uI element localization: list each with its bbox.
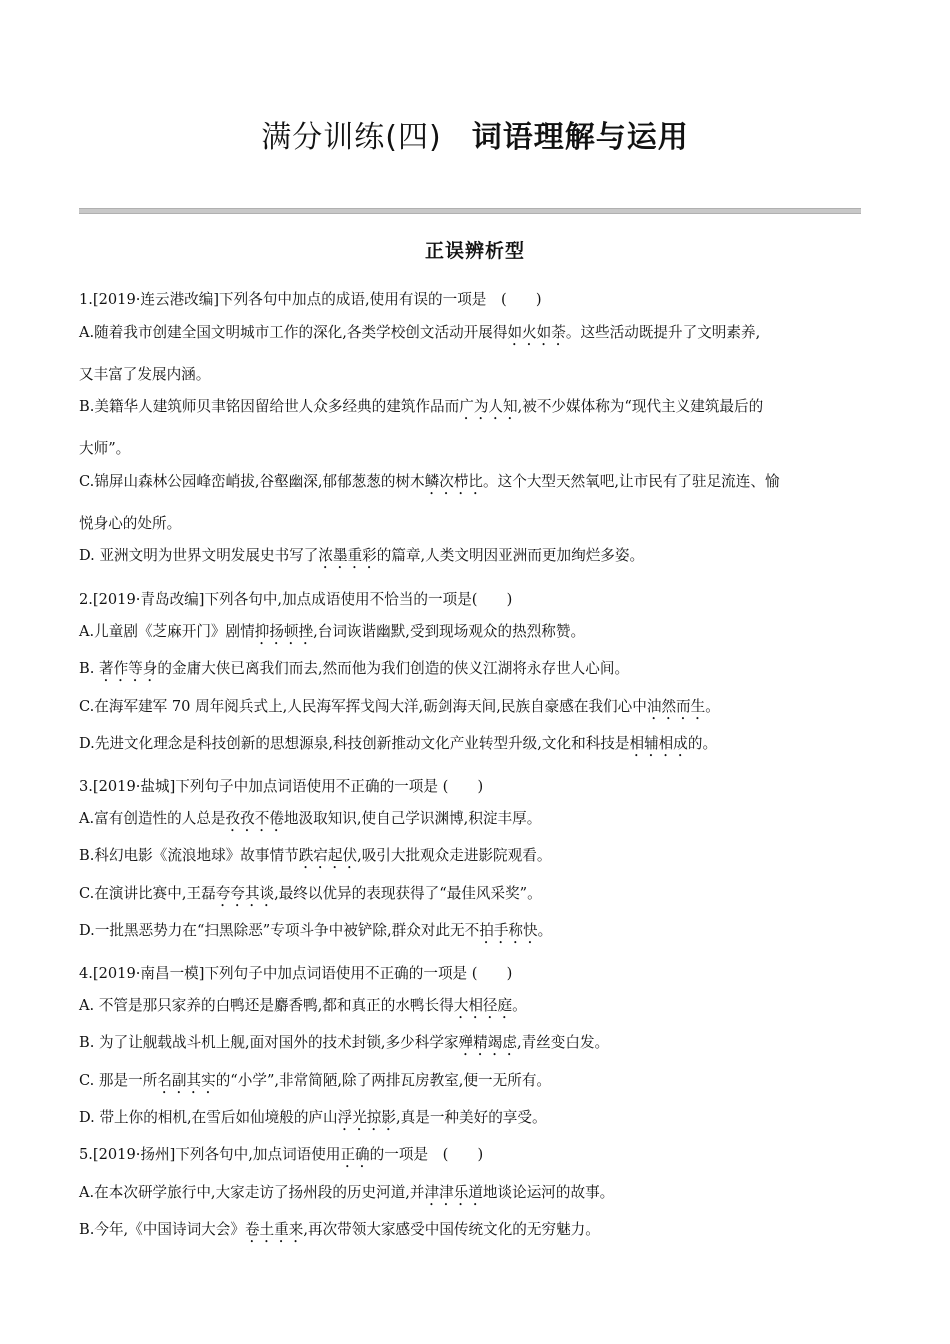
section-heading: 正误辨析型 xyxy=(424,240,525,262)
q3-stem: 3.[2019·盐城]下列句子中加点词语使用不正确的一项是 ( ) xyxy=(79,778,484,795)
title-divider xyxy=(79,208,861,214)
q1-option-a: A.随着我市创建全国文明城市工作的深化,各类学校创文活动开展得如火如荼。这些活动既提升了文明素养, xyxy=(79,324,761,341)
q2-option-c: C.在海军建军 70 周年阅兵式上,人民海军挥戈闯大洋,砺剑海天间,民族自豪感在我们心中油然而生。 xyxy=(79,698,720,715)
q4-option-b: B. 为了让舰载战斗机上舰,面对国外的技术封锁,多少科学家殚精竭虑,青丝变白发。 xyxy=(79,1034,610,1051)
q2-c-idiom: 油然而生 xyxy=(646,698,706,715)
q5-stem: 5.[2019·扬州]下列各句中,加点词语使用正确的一项是 ( ) xyxy=(79,1146,484,1163)
q4-option-d: D. 带上你的相机,在雪后如仙境般的庐山浮光掠影,真是一种美好的享受。 xyxy=(79,1109,547,1126)
q4-c-idiom: 名副其实 xyxy=(157,1072,216,1089)
q3-a-idiom: 孜孜不倦 xyxy=(225,810,284,827)
title-series: 满分训练(四) xyxy=(261,120,442,155)
q1-stem: 1.[2019·连云港改编]下列各句中加点的成语,使用有误的一项是 ( ) xyxy=(79,291,542,308)
q3-option-a: A.富有创造性的人总是孜孜不倦地汲取知识,使自己学识渊博,积淀丰厚。 xyxy=(79,810,542,827)
q4-d-idiom: 浮光掠影 xyxy=(337,1109,396,1126)
q1-d-idiom: 浓墨重彩 xyxy=(318,547,377,564)
q2-option-d: D.先进文化理念是科技创新的思想源泉,科技创新推动文化产业转型升级,文化和科技是相辅相成的。 xyxy=(79,735,718,752)
page-title xyxy=(0,112,950,156)
q1-option-d: D. 亚洲文明为世界文明发展史书写了浓墨重彩的篇章,人类文明因亚洲而更加绚烂多姿。 xyxy=(79,547,645,564)
q5-a-idiom: 津津乐道 xyxy=(424,1184,483,1201)
q1-option-b: B.美籍华人建筑师贝聿铭因留给世人众多经典的建筑作品而广为人知,被不少媒体称为“现代主义建筑最后的 xyxy=(79,398,764,415)
q1-option-a-cont: 又丰富了发展内涵。 xyxy=(79,366,211,383)
q3-d-idiom: 拍手称快 xyxy=(479,922,538,939)
q3-c-idiom: 夸夸其谈 xyxy=(215,885,275,902)
q1-c-idiom: 鳞次栉比 xyxy=(424,473,484,490)
q3-b-idiom: 跌宕起伏 xyxy=(298,847,358,864)
q1-b-idiom: 广为人知 xyxy=(459,398,518,415)
q5-stem-emphasis: 正确 xyxy=(340,1146,370,1163)
q4-a-idiom: 大相径庭 xyxy=(453,997,513,1014)
q2-a-idiom: 抑扬顿挫 xyxy=(254,623,314,640)
q2-option-b: B. 著作等身的金庸大侠已离我们而去,然而他为我们创造的侠义江湖将永存世人心间。 xyxy=(79,660,630,677)
q4-stem: 4.[2019·南昌一模]下列句子中加点词语使用不正确的一项是 ( ) xyxy=(79,965,513,982)
q2-d-idiom: 相辅相成 xyxy=(629,735,688,752)
q5-b-idiom: 卷土重来 xyxy=(244,1221,304,1238)
q4-option-a: A. 不管是那只家养的白鸭还是麝香鸭,都和真正的水鸭长得大相径庭。 xyxy=(79,997,527,1014)
q3-option-b: B.科幻电影《流浪地球》故事情节跌宕起伏,吸引大批观众走进影院观看。 xyxy=(79,847,552,864)
q5-option-b: B.今年,《中国诗词大会》卷土重来,再次带领大家感受中国传统文化的无穷魅力。 xyxy=(79,1221,600,1238)
title-topic: 词语理解与运用 xyxy=(471,120,689,155)
q1-a-idiom: 如火如荼 xyxy=(507,324,566,341)
q3-option-d: D.一批黑恶势力在“扫黑除恶”专项斗争中被铲除,群众对此无不拍手称快。 xyxy=(79,922,553,939)
q1-option-b-cont: 大师”。 xyxy=(79,440,131,457)
q2-option-a: A.儿童剧《芝麻开门》剧情抑扬顿挫,台词诙谐幽默,受到现场观众的热烈称赞。 xyxy=(79,623,586,640)
q2-stem: 2.[2019·青岛改编]下列各句中,加点成语使用不恰当的一项是( ) xyxy=(79,591,513,608)
q1-option-c-cont: 悦身心的处所。 xyxy=(79,515,182,532)
q3-option-c: C.在演讲比赛中,王磊夸夸其谈,最终以优异的表现获得了“最佳风采奖”。 xyxy=(79,885,542,902)
q4-option-c: C. 那是一所名副其实的“小学”,非常简陋,除了两排瓦房教室,便一无所有。 xyxy=(79,1072,552,1089)
q4-b-idiom: 殚精竭虑 xyxy=(458,1034,517,1051)
q2-b-idiom: 著作等身 xyxy=(99,660,158,677)
q1-option-c: C.锦屏山森林公园峰峦峭拔,谷壑幽深,郁郁葱葱的树木鳞次栉比。这个大型天然氧吧,让市民有了驻足流连、愉 xyxy=(79,473,780,490)
q5-option-a: A.在本次研学旅行中,大家走访了扬州段的历史河道,并津津乐道地谈论运河的故事。 xyxy=(79,1184,615,1201)
